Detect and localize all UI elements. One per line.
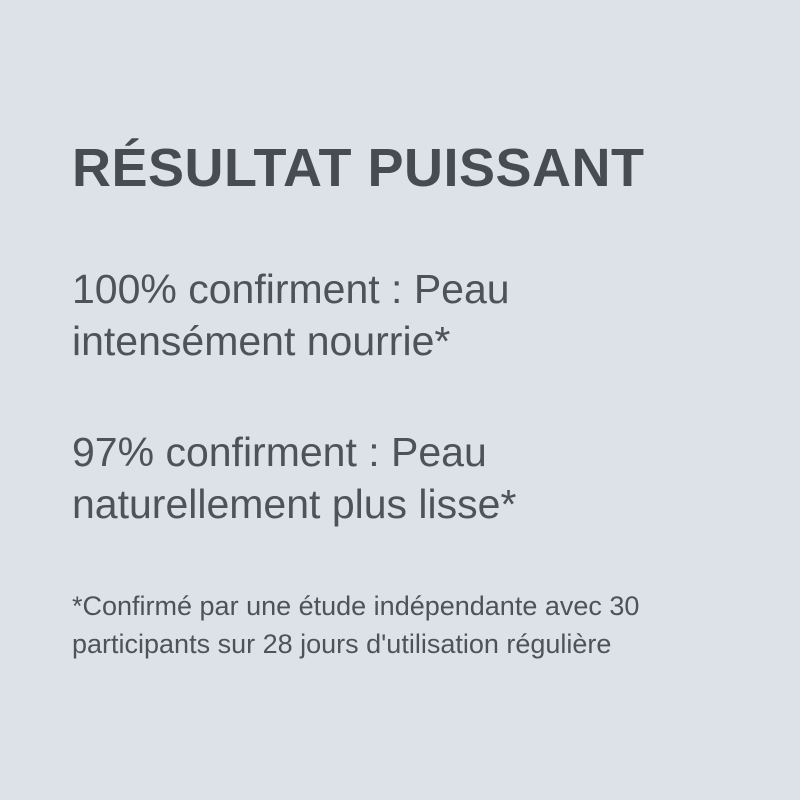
footnote-text: *Confirmé par une étude indépendante avec 30 participants sur 28 jours d'utilisation régulière [72,590,640,660]
claim-text-2: 97% confirment : Peau naturellement plus lisse* [72,428,517,528]
claim-text-1: 100% confirment : Peau intensément nourrie* [72,265,510,365]
page-title: RÉSULTAT PUISSANT [72,138,645,198]
